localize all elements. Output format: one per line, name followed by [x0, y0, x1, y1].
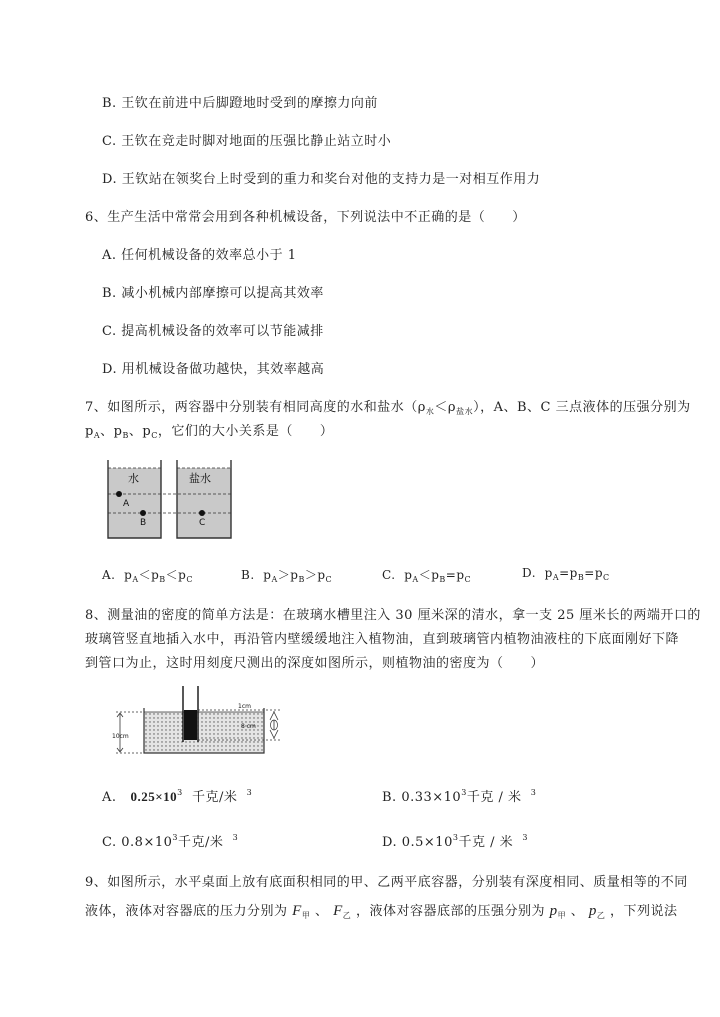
point-a-label: A — [123, 499, 130, 509]
q9-stem-line2: 液体，液体对容器底的压力分别为 $F_甲$ 、 $F_乙$ ，液体对容器底部的压强分别为 $p_甲$ 、 $p_乙$ ，下列说法 — [85, 903, 678, 920]
saltwater-label: 盐水 — [189, 472, 211, 485]
q8-tank-figure — [108, 684, 288, 760]
q7-stem-line2: $p_A$、$p_B$、$p_C$，它们的大小关系是（ ） — [85, 424, 334, 440]
q8-stem-line1: 8、测量油的密度的简单方法是：在玻璃水槽里注入 30 厘米深的清水，拿一支 25 厘米长的两端开口的 — [85, 608, 701, 623]
q5-option-d: D. 王钦站在领奖台上时受到的重力和奖台对他的支持力是一对相互作用力 — [102, 172, 541, 187]
q7-option-a: A. $p_A<p_B<p_C$ — [102, 568, 193, 584]
q8-option-d: D. $0.5\times 10^3$千克 / 米 $^3$ — [382, 833, 528, 850]
point-c-label: C — [199, 518, 206, 528]
water-in-tank — [144, 712, 264, 753]
q8-stem-line2: 玻璃管竖直地插入水中，再沿管内壁缓缓地注入植物油，直到玻璃管内植物油液柱的下底面刚好下降 — [85, 632, 680, 647]
q8-option-c: C. $0.8\times 10^3$千克/米 $^3$ — [102, 833, 239, 850]
q5-option-b: B. 王钦在前进中后脚蹬地时受到的摩擦力向前 — [102, 96, 378, 111]
depth-10cm-label: 10cm — [112, 733, 129, 740]
q7-container-figure — [106, 458, 236, 540]
q5-option-c: C. 王钦在竞走时脚对地面的压强比静止站立时小 — [102, 134, 392, 149]
point-b-label: B — [140, 518, 147, 528]
label-1cm: 1cm — [238, 703, 251, 710]
q7-stem-line1: 7、如图所示，两容器中分别装有相同高度的水和盐水$(\rho_水<\rho_{盐水})$，A、B、C 三点液体的压强分别为 — [85, 400, 691, 416]
q8-option-a: A. $0.25\times 10^3$ 千克/米 $^3$ — [102, 788, 253, 805]
q9-stem-line1: 9、如图所示，水平桌面上放有底面积相同的甲、乙两平底容器，分别装有深度相同、质量相等的不同 — [85, 875, 688, 890]
q8-stem-line3: 到管口为止，这时用刻度尺测出的深度如图所示，则植物油的密度为（ ） — [85, 656, 545, 671]
q8-option-b: B. $0.33\times 10^3$千克 / 米 $^3$ — [382, 788, 537, 805]
q6-stem: 6、生产生活中常常会用到各种机械设备，下列说法中不正确的是（ ） — [85, 210, 526, 225]
q6-option-a: A. 任何机械设备的效率总小于 1 — [102, 248, 297, 263]
label-8cm: 8 cm — [241, 723, 256, 730]
water-label: 水 — [128, 472, 139, 485]
oil-column — [184, 710, 197, 740]
point-b-dot — [140, 510, 146, 516]
point-c-dot — [199, 510, 205, 516]
q6-option-c: C. 提高机械设备的效率可以节能减排 — [102, 324, 324, 339]
q7-option-d: D. $p_A=p_B=p_C$ — [522, 566, 610, 582]
point-a-dot — [116, 491, 122, 497]
q6-option-b: B. 减小机械内部摩擦可以提高其效率 — [102, 286, 324, 301]
q7-option-c: C. $p_A<p_B=p_C$ — [382, 568, 472, 584]
q6-option-d: D. 用机械设备做功越快，其效率越高 — [102, 362, 325, 377]
q7-option-b: B. $p_A>p_B>p_C$ — [241, 568, 333, 584]
